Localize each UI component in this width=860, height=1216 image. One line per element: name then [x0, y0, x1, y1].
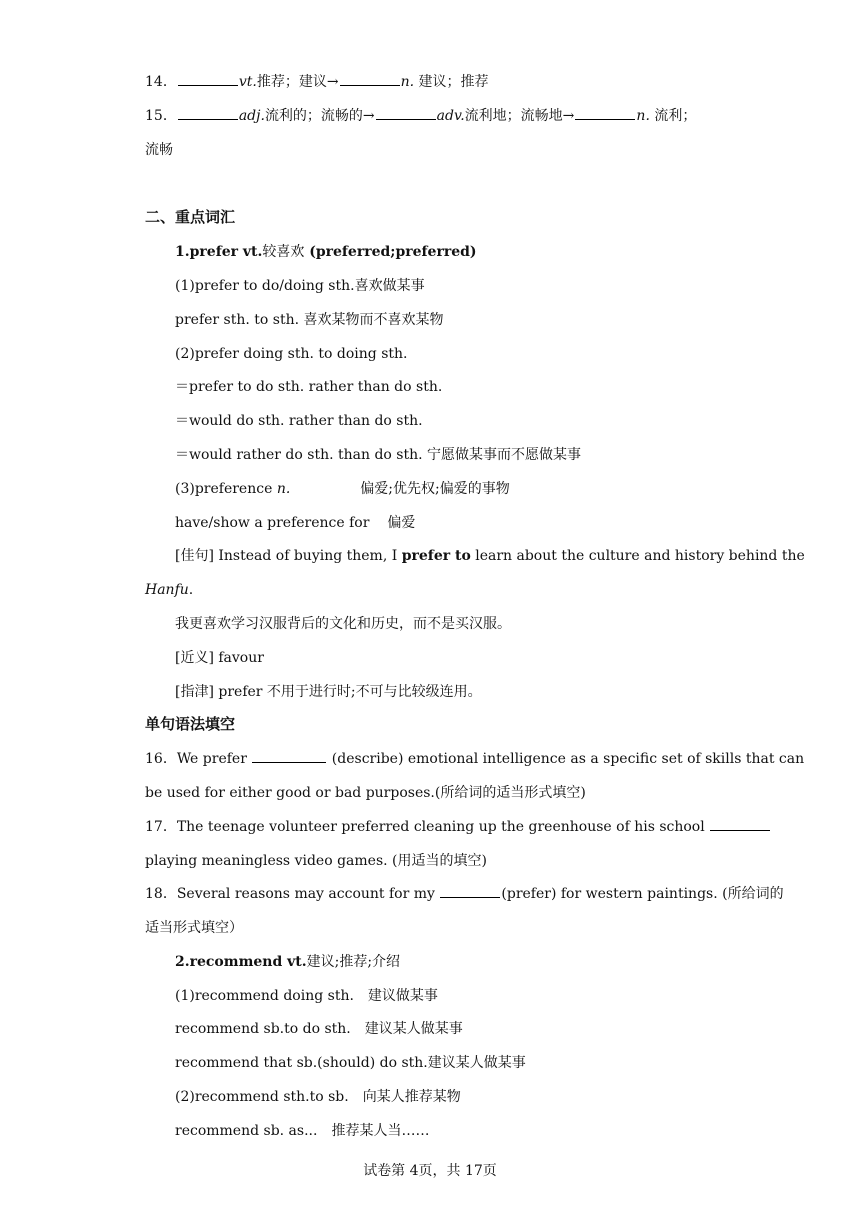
usage-line: ＝would do sth. rather than do sth. [175, 413, 423, 429]
usage-meaning: 推荐某人当…… [331, 1123, 430, 1139]
word-meaning: 较喜欢 [262, 244, 305, 260]
word-headword: 2.recommend vt. [175, 954, 307, 970]
usage-line: ＝prefer to do sth. rather than do sth. [175, 379, 443, 395]
answer-blank[interactable] [340, 84, 400, 86]
question-16 [145, 749, 804, 769]
question-15 [145, 106, 696, 126]
usage-line [175, 479, 510, 499]
question-18 [145, 884, 784, 904]
question-number: 15． [145, 108, 177, 124]
example-text: . [188, 582, 194, 598]
pos-label: n. [636, 108, 650, 124]
section-title: 二、重点词汇 [145, 208, 236, 226]
answer-blank[interactable] [376, 118, 436, 120]
example-sentence-continuation [145, 580, 193, 600]
usage-line [175, 1087, 461, 1107]
question-text: 18．Several reasons may account for my [145, 886, 440, 902]
word-headword: 1.prefer vt. [175, 244, 263, 260]
question-text: (prefer) for western paintings. (所给词的 [501, 886, 784, 902]
usage-line: prefer sth. to sth. 喜欢某物而不喜欢某物 [175, 312, 444, 328]
example-text: learn about the culture and history behind the [470, 548, 805, 564]
usage-text: (3)preference [175, 481, 277, 497]
meaning-text: 流利； [649, 108, 697, 124]
answer-blank[interactable] [252, 761, 326, 763]
usage-meaning: 建议做某事 [367, 988, 438, 1004]
question-17-continuation: playing meaningless video games. (用适当的填空) [145, 853, 487, 869]
usage-line: (2)prefer doing sth. to doing sth. [175, 346, 408, 362]
pos-label: n. [276, 481, 291, 497]
answer-blank[interactable] [575, 118, 635, 120]
example-italic: Hanfu [145, 582, 189, 598]
pos-label: n. [400, 74, 415, 90]
answer-blank[interactable] [710, 829, 770, 831]
answer-blank[interactable] [440, 896, 500, 898]
word-entry-recommend [175, 952, 400, 972]
question-text: 17．The teenage volunteer preferred cleaning up the greenhouse of his school [145, 819, 710, 835]
usage-text: have/show a preference for [175, 515, 370, 531]
synonym-line: [近义] favour [175, 650, 264, 666]
word-meaning: 建议;推荐;介绍 [306, 954, 401, 970]
word-entry-prefer [175, 242, 477, 262]
usage-meaning: 偏爱;优先权;偏爱的事物 [360, 481, 510, 497]
example-translation: 我更喜欢学习汉服背后的文化和历史，而不是买汉服。 [175, 616, 511, 632]
usage-line: recommend that sb.(should) do sth.建议某人做某事 [175, 1055, 526, 1071]
usage-text: recommend sb. as... [175, 1123, 318, 1139]
answer-blank[interactable] [178, 118, 238, 120]
question-16-continuation: be used for either good or bad purposes.(所给词的适当形式填空) [145, 785, 586, 801]
answer-blank[interactable] [178, 84, 238, 86]
usage-line [175, 1121, 429, 1141]
pos-label: adj. [238, 108, 265, 124]
usage-line: ＝would rather do sth. than do sth. 宁愿做某事而不愿做某事 [175, 447, 582, 463]
note-line: [指津] prefer 不用于进行时;不可与比较级连用。 [175, 684, 482, 700]
question-15-continuation: 流畅 [145, 142, 173, 158]
question-17 [145, 817, 771, 837]
usage-line [175, 513, 415, 533]
meaning-text: 流利的；流畅的→ [264, 108, 375, 124]
page-footer: 试卷第 4页，共 17页 [363, 1163, 497, 1179]
usage-meaning: 建议某人做某事 [364, 1021, 463, 1037]
question-text: (describe) emotional intelligence as a specific set of skills that can [327, 751, 805, 767]
pos-label: adv. [436, 108, 465, 124]
meaning-text: 推荐；建议→ [256, 74, 339, 90]
usage-line [175, 986, 438, 1006]
usage-meaning: 偏爱 [387, 515, 416, 531]
question-18-continuation: 适当形式填空） [145, 920, 243, 936]
word-forms: (preferred;preferred) [304, 244, 477, 260]
meaning-text: 建议；推荐 [414, 74, 489, 90]
usage-line: (1)prefer to do/doing sth.喜欢做某事 [175, 278, 425, 294]
usage-text: (2)recommend sth.to sb. [175, 1089, 349, 1105]
usage-meaning: 向某人推荐某物 [362, 1089, 461, 1105]
question-text: 16．We prefer [145, 751, 252, 767]
example-highlight: prefer to [401, 548, 471, 564]
meaning-text: 流利地；流畅地→ [464, 108, 575, 124]
question-number: 14． [145, 74, 177, 90]
usage-text: recommend sb.to do sth. [175, 1021, 351, 1037]
example-sentence [175, 546, 805, 566]
question-14 [145, 72, 488, 92]
usage-text: (1)recommend doing sth. [175, 988, 354, 1004]
example-text: [佳句] Instead of buying them, I [175, 548, 402, 564]
usage-line [175, 1019, 463, 1039]
exercise-title: 单句语法填空 [145, 715, 236, 733]
pos-label: vt. [238, 74, 257, 90]
